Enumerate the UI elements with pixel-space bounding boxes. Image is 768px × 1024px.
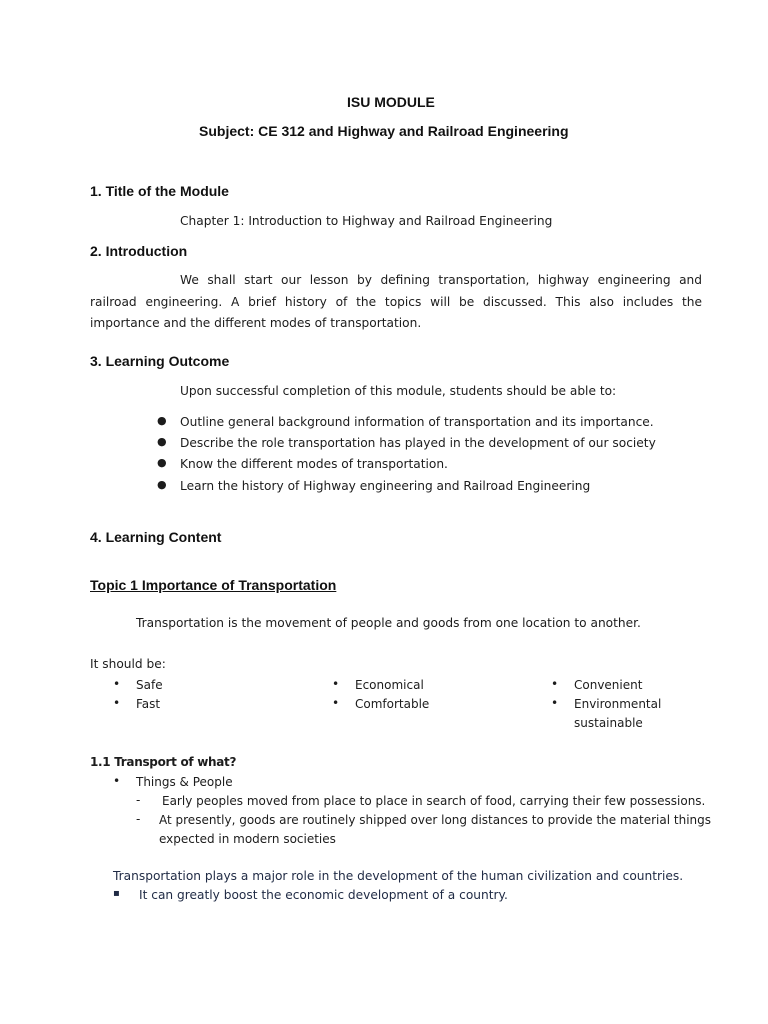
subsection-1-1-heading: 1.1 Transport of what? xyxy=(90,755,237,769)
dash-item-presently-cont: expected in modern societies xyxy=(159,832,336,846)
topic-1-title: Topic 1 Importance of Transportation xyxy=(90,577,337,593)
outcome-text: Learn the history of Highway engineering and Railroad Engineering xyxy=(180,479,591,493)
square-bullet-icon: ▪ xyxy=(113,888,120,899)
outcome-text: Know the different modes of transportation. xyxy=(180,457,448,471)
dash-item-presently: At presently, goods are routinely shipped over long distances to provide the material things xyxy=(159,813,712,827)
module-title: ISU MODULE xyxy=(347,94,435,110)
outcome-text: Describe the role transportation has played in the development of our society xyxy=(180,436,656,450)
bullet-icon: ● xyxy=(157,435,167,448)
outcome-text: Outline general background information of transportation and its importance. xyxy=(180,415,654,429)
bullet-icon: ● xyxy=(157,478,167,491)
dash-icon: - xyxy=(136,793,141,807)
quality-item: Comfortable xyxy=(355,697,430,711)
bullet-icon: • xyxy=(332,677,340,691)
quality-item: Economical xyxy=(355,678,424,692)
subject-line: Subject: CE 312 and Highway and Railroad Engineering xyxy=(199,123,569,139)
bullet-icon: • xyxy=(113,677,121,691)
outcome-lead: Upon successful completion of this module, students should be able to: xyxy=(180,384,617,398)
things-people-item: Things & People xyxy=(136,775,233,789)
bullet-icon: • xyxy=(113,774,121,788)
quality-item: Safe xyxy=(136,678,163,692)
should-be-label: It should be: xyxy=(90,657,166,671)
role-statement: Transportation plays a major role in the development of the human civilization and countries. xyxy=(113,869,684,883)
bullet-icon: • xyxy=(551,677,559,691)
section-1-heading: 1. Title of the Module xyxy=(90,183,229,199)
section-2-heading: 2. Introduction xyxy=(90,243,188,259)
quality-item: sustainable xyxy=(574,716,643,730)
bullet-icon: • xyxy=(113,696,121,710)
bullet-icon: ● xyxy=(157,456,167,469)
economic-boost-item: It can greatly boost the economic development of a country. xyxy=(139,888,508,902)
quality-item: Convenient xyxy=(574,678,643,692)
introduction-paragraph: We shall start our lesson by defining transportation, highway engineering and railroad engineering. A brief history of the topics will be discussed. This also includes the importance and the different modes of transportation. xyxy=(90,273,702,330)
quality-item: Environmental xyxy=(574,697,662,711)
dash-icon: - xyxy=(136,812,141,826)
bullet-icon: • xyxy=(551,696,559,710)
dash-item-early-peoples: Early peoples moved from place to place in search of food, carrying their few possessions. xyxy=(162,794,706,808)
bullet-icon: • xyxy=(332,696,340,710)
section-3-heading: 3. Learning Outcome xyxy=(90,353,230,369)
transportation-definition: Transportation is the movement of people and goods from one location to another. xyxy=(136,616,641,630)
bullet-icon: ● xyxy=(157,414,167,427)
section-4-heading: 4. Learning Content xyxy=(90,529,222,545)
quality-item: Fast xyxy=(136,697,161,711)
module-chapter-title: Chapter 1: Introduction to Highway and Railroad Engineering xyxy=(180,214,553,228)
